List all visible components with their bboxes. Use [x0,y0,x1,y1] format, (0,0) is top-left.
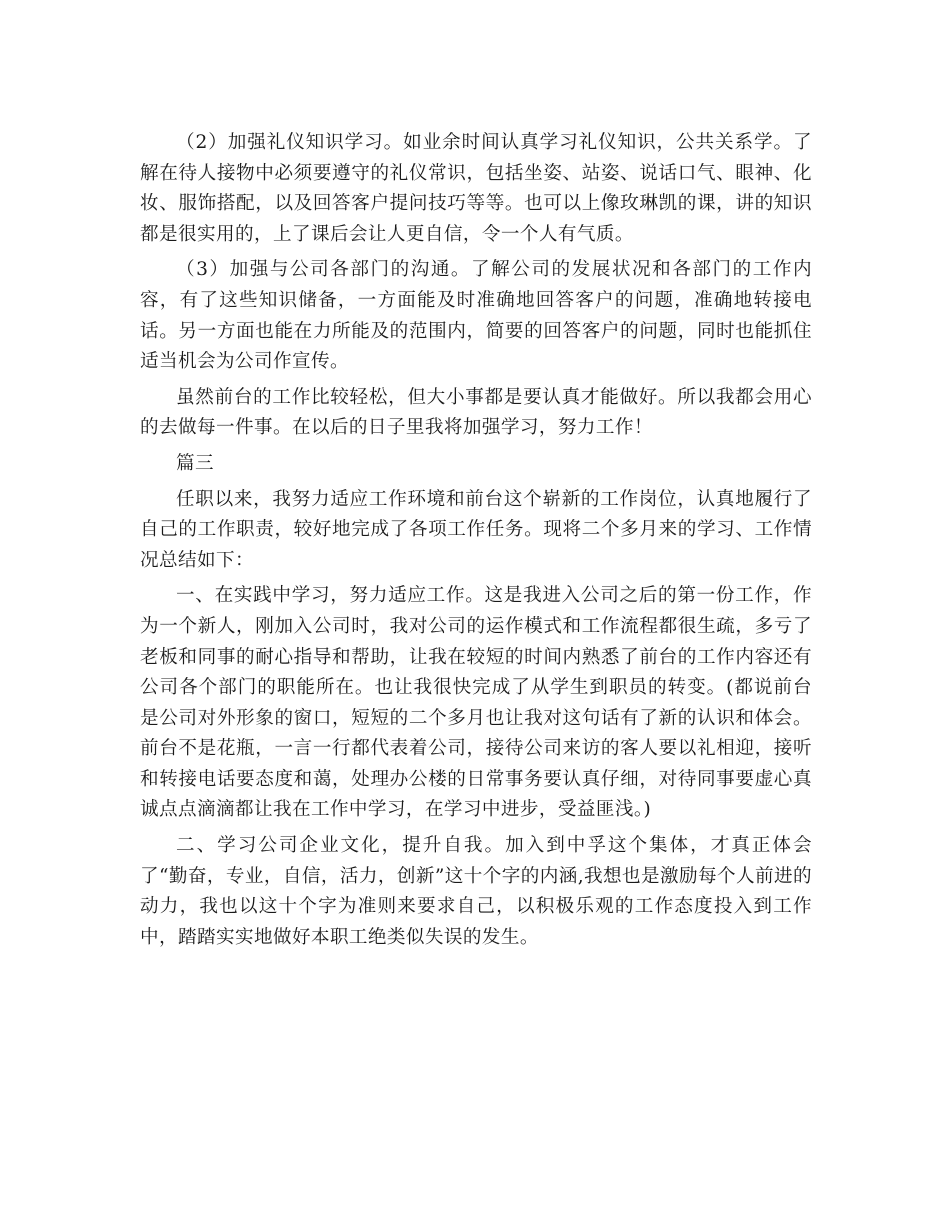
paragraph-etiquette-study: （2）加强礼仪知识学习。如业余时间认真学习礼仪知识，公共关系学。了解在待人接物中必须要遵守的礼仪常识，包括坐姿、站姿、说话口气、眼神、化妆、服饰搭配，以及回答客户提问技巧等等。也可以上像玫琳凯的课，讲的知识都是很实用的，上了课后会让人更自信，令一个人有气质。 [140,132,812,245]
paragraph-department-communication: （3）加强与公司各部门的沟通。了解公司的发展状况和各部门的工作内容，有了这些知识储备，一方面能及时准确地回答客户的问题，准确地转接电话。另一方面也能在力所能及的范围内，简要的回答客户的问题，同时也能抓住适当机会为公司作宣传。 [140,259,812,373]
paragraph-introduction: 任职以来，我努力适应工作环境和前台这个崭新的工作岗位，认真地履行了自己的工作职责，较好地完成了各项工作任务。现将二个多月来的学习、工作情况总结如下： [140,488,812,571]
document-body [140,128,812,958]
paragraph-corporate-culture: 二、学习公司企业文化，提升自我。加入到中孚这个集体，才真正体会了“勤奋，专业，自信，活力，创新”这十个字的内涵,我想也是激励每个人前进的动力，我也以这十个字为准则来要求自己，以积极乐观的工作态度投入到工作中，踏踏实实地做好本职工绝类似失误的发生。 [140,835,812,948]
section-heading: 篇三 [176,452,214,474]
paragraph-practice-learning: 一、在实践中学习，努力适应工作。这是我进入公司之后的第一份工作，作为一个新人，刚加入公司时，我对公司的运作模式和工作流程都很生疏，多亏了老板和同事的耐心指导和帮助，让我在较短的时间内熟悉了前台的工作内容还有公司各个部门的职能所在。也让我很快完成了从学生到职员的转变。(都说前台是公司对外形象的窗口，短短的二个多月也让我对这句话有了新的认识和体会。前台不是花瓶，一言一行都代表着公司，接待公司来访的客人要以礼相迎，接听和转接电话要态度和蔼，处理办公楼的日常事务要认真仔细，对待同事要虚心真诚点点滴滴都让我在工作中学习，在学习中进步，受益匪浅。) [140,585,812,821]
paragraph-conclusion: 虽然前台的工作比较轻松，但大小事都是要认真才能做好。所以我都会用心的去做每一件事。在以后的日子里我将加强学习，努力工作！ [140,386,812,439]
